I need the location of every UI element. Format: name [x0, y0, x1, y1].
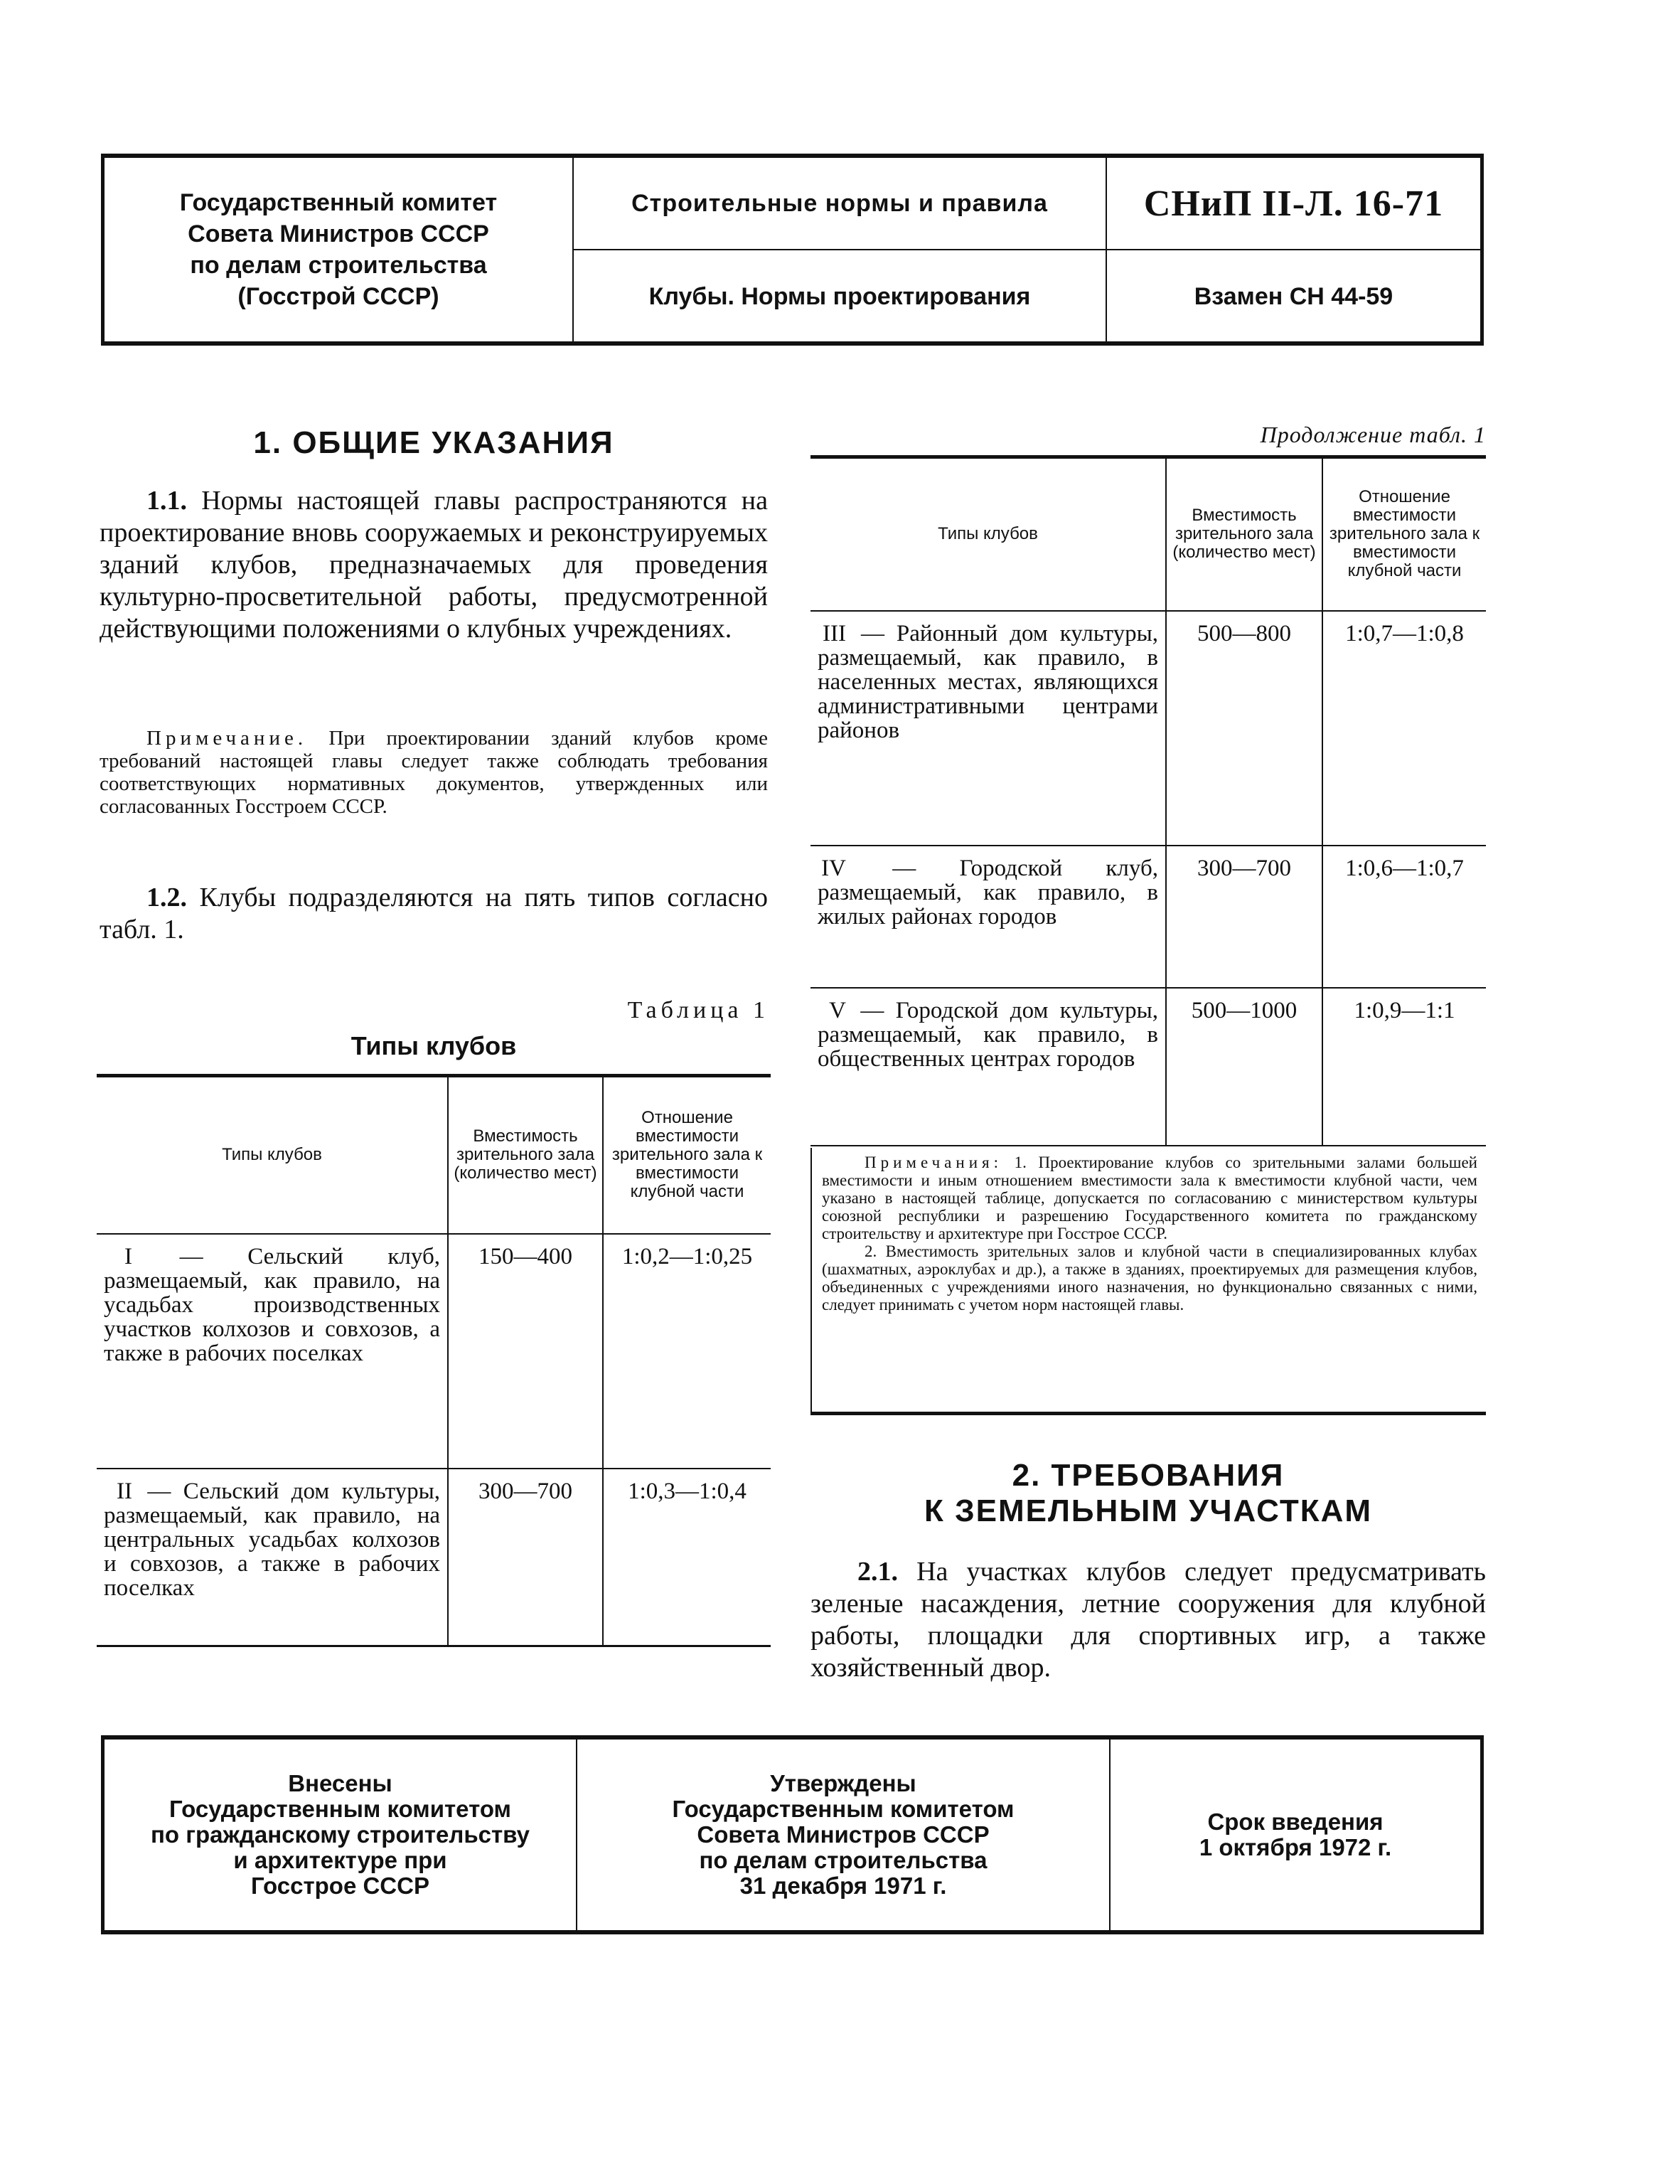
ratio-cell: 1:0,9—1:1 — [1322, 988, 1486, 1146]
type-numeral: II — [117, 1478, 132, 1504]
ratio-cell: 1:0,2—1:0,25 — [603, 1234, 771, 1469]
type-numeral: III — [823, 620, 846, 646]
paragraph-number: 1.2. — [146, 883, 187, 912]
type-numeral: I — [124, 1243, 132, 1269]
table-1-part-2 — [810, 455, 1486, 1146]
paragraph-text: Клубы подразделяются на пять типов согласно табл. 1. — [100, 883, 768, 944]
footer-line: по гражданскому строительству — [150, 1821, 530, 1848]
table-row — [810, 846, 1486, 988]
header-club-type: Типы клубов — [97, 1076, 448, 1234]
paragraph-text: Нормы настоящей главы распространяются на проектирование вновь сооружаемых и реконструируемых зданий клубов, предназначаемых для проведения культурно-просветительной работы, предусмотренной действующими положениями о клубных учреждениях. — [100, 486, 769, 644]
paragraph-1-1 — [100, 485, 768, 645]
section-1-note — [100, 727, 768, 818]
type-numeral: IV — [821, 855, 846, 881]
footer-line: 31 декабря 1971 г. — [739, 1873, 947, 1899]
document-subject: Клубы. Нормы проектирования — [574, 250, 1107, 343]
table-row — [97, 1469, 771, 1646]
document-series: Строительные нормы и правила — [574, 158, 1107, 250]
replaces-document: Взамен СН 44-59 — [1194, 282, 1393, 310]
note-text: 1. Проектирование клубов со зрительными залами большей вместимости и иным отношением вместимости зала к вместимости клубной части, чем указано в настоящей таблице, допускается по согласованию с министерством культуры союзной республики и разрешению Государственного комитета по гражданскому строительству и архитектуре при Госстрое СССР. — [822, 1154, 1477, 1242]
paragraph-text: На участках клубов следует предусматривать зеленые насаждения, летние сооружения для клубной работы, площадки для спортивных игр, а также хозяйственный двор. — [810, 1557, 1486, 1683]
document-header — [101, 154, 1484, 346]
type-numeral: V — [829, 997, 846, 1023]
ratio-cell: 1:0,6—1:0,7 — [1322, 846, 1486, 988]
issuing-organization — [105, 158, 574, 341]
footer-line: и архитектуре при — [233, 1847, 447, 1873]
note-text: При проектировании зданий клубов кроме требований настоящей главы следует также соблюдать требования соответствующих нормативных документов, утвержденных или согласованных Госстроем СССР. — [100, 727, 769, 818]
paragraph-1-2 — [100, 882, 768, 946]
paragraph-number: 1.1. — [146, 486, 187, 516]
type-description: Сельский дом культуры, размещаемый, как правило, на центральных усадьбах колхозов и совхозов, а также в рабочих поселках — [104, 1478, 440, 1601]
approved-by — [577, 1740, 1111, 1930]
section-2-title-line: К ЗЕМЕЛЬНЫМ УЧАСТКАМ — [924, 1493, 1373, 1528]
capacity-cell: 500—800 — [1166, 611, 1322, 846]
header-ratio: Отношение вместимости зрительного зала к вместимости клубной части — [603, 1076, 771, 1234]
section-1-title: 1. ОБЩИЕ УКАЗАНИЯ — [253, 425, 614, 460]
table-note-2: 2. Вместимость зрительных залов и клубной части в специализированных клубах (шахматных, аэроклубах и др.), а также в зданиях, проектируемых для размещения клубов, объединенных с учреждениями иного назначения, но функционально связанных с ними, следует принимать с учетом норм настоящей главы. — [822, 1242, 1477, 1314]
notes-label: Примечания: — [865, 1154, 1002, 1171]
capacity-cell: 150—400 — [448, 1234, 603, 1469]
footer-line: Внесены — [288, 1770, 392, 1796]
section-2-title-line: 2. ТРЕБОВАНИЯ — [1012, 1458, 1285, 1493]
effective-date — [1111, 1740, 1480, 1930]
paragraph-number: 2.1. — [857, 1557, 898, 1587]
document-footer — [101, 1735, 1484, 1934]
header-club-type: Типы клубов — [810, 457, 1166, 611]
club-type-cell: IV — Городской клуб, размещаемый, как правило, в жилых районах городов — [810, 846, 1166, 988]
table-header-row — [97, 1076, 771, 1234]
footer-line: 1 октября 1972 г. — [1199, 1834, 1392, 1860]
capacity-cell: 300—700 — [448, 1469, 603, 1646]
table-row — [810, 988, 1486, 1146]
type-description: Сельский клуб, размещаемый, как правило, на усадьбах производственных участков колхозов и совхозов, а также в рабочих поселках — [104, 1243, 441, 1366]
header-ratio: Отношение вместимости зрительного зала к вместимости клубной части — [1322, 457, 1486, 611]
table-1-part-1 — [97, 1074, 771, 1647]
table-note-1 — [822, 1154, 1477, 1242]
club-type-cell: III — Районный дом культуры, размещаемый, как правило, в населенных местах, являющихся административными центрами районов — [810, 611, 1166, 846]
type-description: Городской клуб, размещаемый, как правило, в жилых районах городов — [818, 855, 1158, 929]
footer-line: Госстрое СССР — [250, 1873, 429, 1899]
footer-line: Государственным комитетом — [672, 1796, 1015, 1822]
type-description: Городской дом культуры, размещаемый, как правило, в общественных центрах городов — [818, 997, 1159, 1072]
org-line: Совета Министров СССР — [188, 220, 489, 247]
paragraph-2-1 — [810, 1556, 1486, 1684]
ratio-cell: 1:0,7—1:0,8 — [1322, 611, 1486, 846]
introduced-by — [105, 1740, 577, 1930]
footer-line: Государственным комитетом — [169, 1796, 511, 1822]
table-1-notes — [810, 1148, 1486, 1415]
table-1-title: Типы клубов — [351, 1031, 517, 1060]
org-line: (Госстрой СССР) — [237, 283, 439, 310]
table-row — [810, 611, 1486, 846]
table-row — [97, 1234, 771, 1469]
footer-line: Срок введения — [1207, 1809, 1384, 1835]
footer-line: по делам строительства — [699, 1847, 988, 1873]
header-capacity: Вместимость зрительного зала (количество мест) — [1166, 457, 1322, 611]
table-header-row — [810, 457, 1486, 611]
footer-line: Утверждены — [770, 1770, 916, 1796]
capacity-cell: 500—1000 — [1166, 988, 1322, 1146]
club-type-cell: II — Сельский дом культуры, размещаемый, как правило, на центральных усадьбах колхозов и совхозов, а также в рабочих поселках — [97, 1469, 448, 1646]
section-2-title — [810, 1458, 1486, 1529]
table-1-continuation-label: Продолжение табл. 1 — [1260, 422, 1486, 447]
document-code: СНиП II-Л. 16-71 — [1107, 158, 1480, 250]
club-type-cell: I — Сельский клуб, размещаемый, как правило, на усадьбах производственных участков колхозов и совхозов, а также в рабочих поселках — [97, 1234, 448, 1469]
club-type-cell: V — Городской дом культуры, размещаемый, как правило, в общественных центрах городов — [810, 988, 1166, 1146]
type-description: Районный дом культуры, размещаемый, как правило, в населенных местах, являющихся административными центрами районов — [818, 620, 1158, 743]
org-line: по делам строительства — [190, 252, 487, 279]
footer-line: Совета Министров СССР — [697, 1821, 990, 1848]
org-line: Государственный комитет — [179, 189, 498, 216]
note-label: Примечание. — [146, 727, 308, 750]
ratio-cell: 1:0,3—1:0,4 — [603, 1469, 771, 1646]
capacity-cell: 300—700 — [1166, 846, 1322, 988]
header-capacity: Вместимость зрительного зала (количество мест) — [448, 1076, 603, 1234]
table-1-label: Таблица 1 — [627, 997, 769, 1023]
